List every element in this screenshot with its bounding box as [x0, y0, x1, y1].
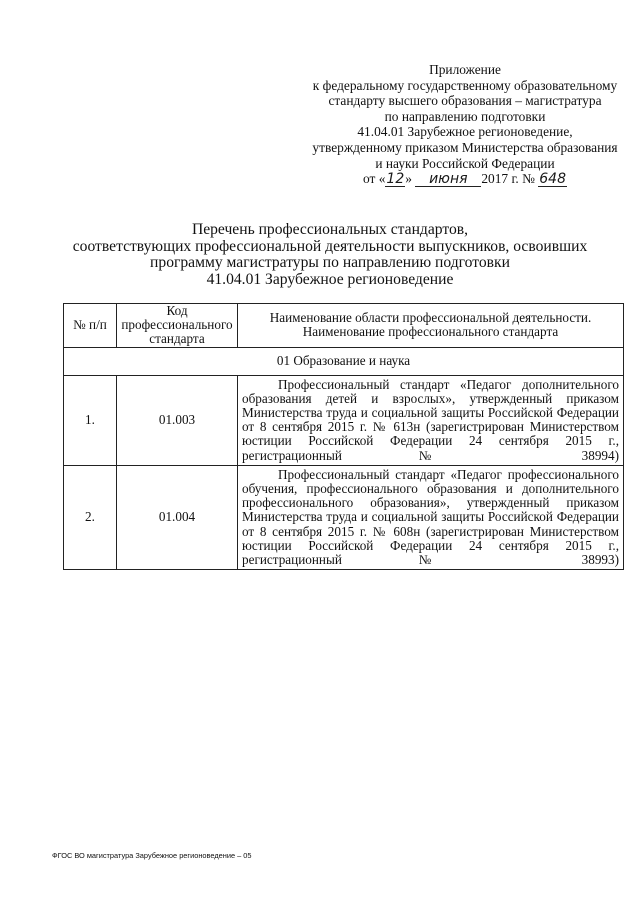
- appendix-line: к федеральному государственному образовательному: [312, 77, 618, 93]
- appendix-line: стандарту высшего образования – магистратура: [328, 93, 602, 109]
- header-code: Код профессионального стандарта: [117, 304, 238, 348]
- table-row: [64, 465, 624, 569]
- table-row: [64, 375, 624, 465]
- header-name: Наименование области профессиональной деятельности. Наименование профессионального стандарта: [238, 304, 624, 348]
- row-code: 01.004: [117, 465, 238, 569]
- header-number: № п/п: [64, 304, 117, 348]
- appendix-block: [290, 62, 640, 187]
- order-date-line: [290, 171, 640, 187]
- row-number: 1.: [64, 375, 117, 465]
- title-line: программу магистратуры по направлению подготовки: [150, 254, 510, 272]
- appendix-line: и науки Российской Федерации: [375, 155, 555, 171]
- appendix-line: 41.04.01 Зарубежное регионоведение,: [357, 124, 573, 140]
- section-row: [64, 347, 624, 375]
- date-mid: »: [405, 171, 412, 187]
- date-day-handwritten: 12: [386, 171, 405, 188]
- appendix-line: по направлению подготовки: [384, 108, 546, 124]
- date-year: 2017 г. №: [481, 171, 535, 187]
- document-title: [40, 222, 620, 288]
- title-line: соответствующих профессиональной деятельности выпускников, освоивших: [72, 237, 588, 255]
- row-number: 2.: [64, 465, 117, 569]
- row-description-text: Профессиональный стандарт «Педагог профессионального обучения, профессионального образования и дополнительного профессионального образования», утвержденный приказом Министерства труда и социальной защиты Российской Федерации от 8 сентября 2015 г. № 608н (зарегистрирован Министерством юстиции Российской Федерации 24 сентября 2015 г., регистрационный № 38993): [242, 466, 619, 568]
- appendix-line: Приложение: [429, 62, 501, 77]
- appendix-line: утвержденному приказом Министерства образования: [312, 139, 618, 155]
- title-line: 41.04.01 Зарубежное регионоведение: [206, 270, 454, 288]
- row-code: 01.003: [117, 375, 238, 465]
- date-prefix: от «: [363, 171, 386, 187]
- section-title: 01 Образование и наука: [64, 347, 624, 375]
- row-description: [238, 375, 624, 465]
- date-month-handwritten: июня: [415, 172, 481, 187]
- row-description-text: Профессиональный стандарт «Педагог дополнительного образования детей и взрослых», утвержденный приказом Министерства труда и социальной защиты Российской Федерации от 8 сентября 2015 г. № 613н (зарегистрирован Министерством юстиции Российской Федерации 24 сентября 2015 г., регистрационный № 38994): [242, 376, 619, 463]
- order-number-handwritten: 648: [539, 171, 566, 188]
- title-line: Перечень профессиональных стандартов,: [191, 221, 469, 238]
- row-description: [238, 465, 624, 569]
- page-footer: ФГОС ВО магистратура Зарубежное регионоведение – 05: [52, 851, 252, 860]
- standards-table: [63, 303, 624, 570]
- table-header-row: [64, 304, 624, 348]
